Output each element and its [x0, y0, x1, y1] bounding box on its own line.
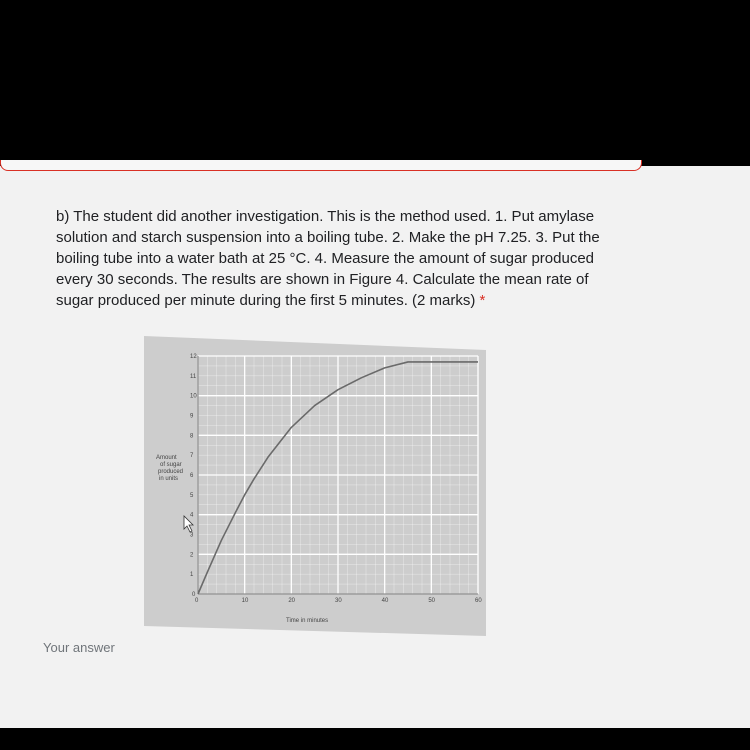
answer-input[interactable]: Your answer — [43, 640, 115, 655]
y-tick-label: 4 — [190, 512, 194, 519]
y-tick-label: 10 — [190, 393, 197, 400]
figure-4-graph — [144, 336, 486, 636]
y-axis-label-line-3: produced — [158, 469, 184, 475]
y-tick-label: 9 — [190, 413, 194, 420]
question-text — [56, 206, 626, 311]
y-axis-label-line-4: in units — [159, 476, 179, 482]
y-tick-label: 8 — [190, 433, 194, 440]
y-tick-label: 6 — [190, 473, 194, 479]
y-tick-label: 12 — [190, 354, 197, 360]
sugar-production-chart — [144, 336, 486, 636]
y-axis-label-line-2: of sugar — [160, 462, 182, 468]
x-axis-label: Time in minutes — [286, 618, 329, 624]
top-black-area — [0, 0, 750, 166]
chart-paper — [144, 336, 486, 636]
y-tick-label: 11 — [190, 373, 197, 380]
x-tick-label: 0 — [195, 598, 199, 604]
x-tick-label: 30 — [335, 598, 342, 604]
origin-tick-label: 0 — [192, 592, 196, 598]
y-axis-label-line-1: Amount — [156, 455, 177, 461]
y-tick-label: 7 — [190, 453, 194, 460]
x-tick-label: 20 — [288, 598, 296, 604]
y-tick-label: 2 — [190, 552, 194, 559]
required-asterisk: * — [479, 292, 486, 309]
question-body: b) The student did another investigation. This is the method used. 1. Put amylase solution and starch suspension into a boiling tube. 2. Make the pH 7.25. 3. Put the boiling tube into a water bath at 25 °C. 4. Measure the amount of sugar produced every 30 seconds. The results are shown in Figure 4. Calculate the mean rate of sugar produced per minute during the first 5 minutes. (2 marks) — [56, 208, 600, 309]
x-tick-label: 40 — [381, 598, 389, 604]
y-tick-label: 5 — [190, 492, 194, 499]
x-tick-label: 60 — [475, 598, 482, 604]
x-tick-label: 10 — [241, 598, 249, 604]
y-tick-label: 3 — [190, 532, 194, 539]
y-tick-label: 1 — [190, 572, 194, 579]
previous-question-card — [0, 160, 642, 171]
x-tick-label: 50 — [428, 598, 436, 604]
form-page — [0, 166, 750, 728]
bottom-black-area — [0, 728, 750, 750]
